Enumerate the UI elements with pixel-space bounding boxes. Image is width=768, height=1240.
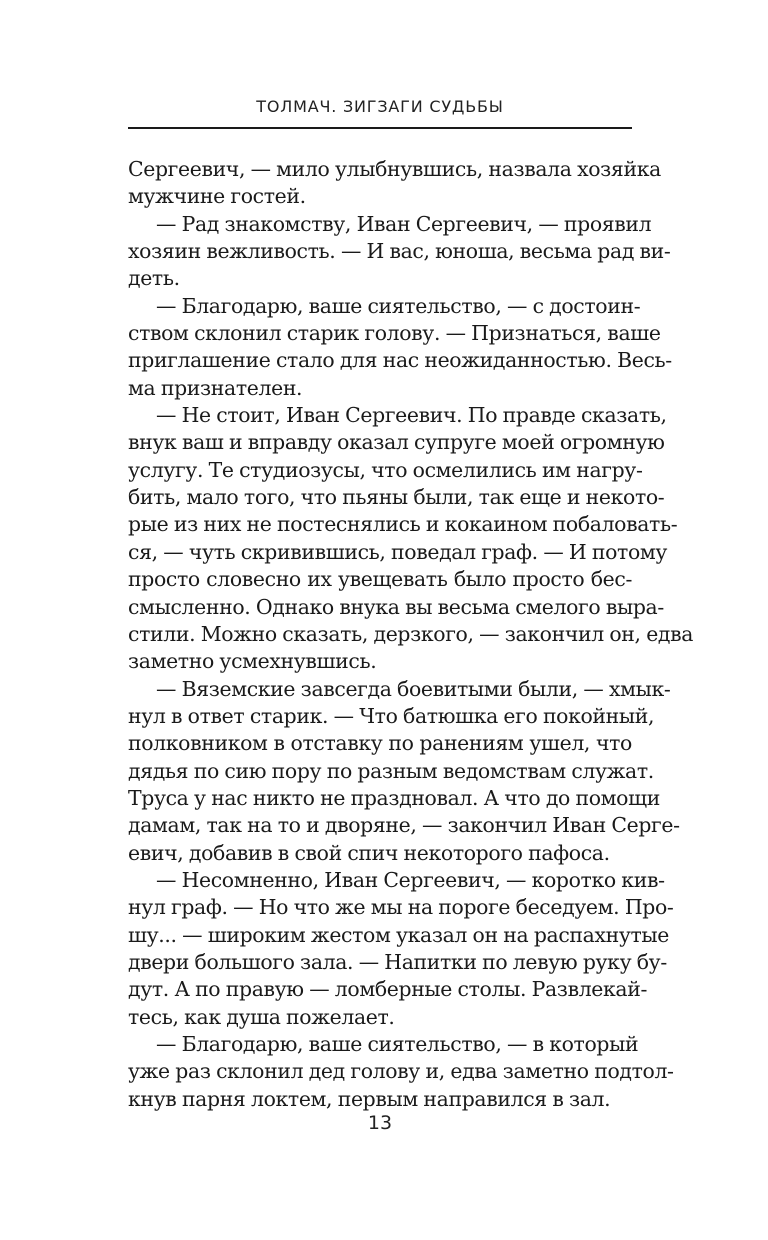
text-line: полковником в отставку по ранениям ушел, что: [128, 731, 632, 756]
text-line: ством склонил старик голову. — Признаться, ваше: [128, 321, 661, 346]
text-line: уже раз склонил дед голову и, едва заметно подтол-: [128, 1059, 674, 1084]
text-line: — Не стоит, Иван Сергеевич. По правде сказать,: [156, 403, 667, 428]
text-line: — Благодарю, ваше сиятельство, — с достоин-: [156, 293, 641, 318]
text-line: двери большого зала. — Напитки по левую руку бу-: [128, 949, 667, 974]
text-line: дамам, так на то и дворяне, — закончил Иван Серге-: [128, 813, 680, 838]
text-line: хозяин вежливость. — И вас, юноша, весьма рад ви-: [128, 239, 671, 264]
header-divider: [128, 127, 632, 129]
text-line: стили. Можно сказать, дерзкого, — закончил он, едва: [128, 621, 694, 646]
running-head-title: ТОЛМАЧ. ЗИГЗАГИ СУДЬБЫ: [256, 97, 504, 116]
text-line: нул граф. — Но что же мы на пороге беседуем. Про-: [128, 895, 674, 920]
text-line: Сергеевич, — мило улыбнувшись, назвала хозяйка: [128, 157, 661, 181]
text-line: смысленно. Однако внука вы весьма смелого выра-: [128, 594, 664, 619]
text-line: — Вяземские завсегда боевитыми были, — хмык-: [156, 676, 671, 701]
text-line: кнув парня локтем, первым направился в зал.: [128, 1086, 611, 1111]
text-line: приглашение стало для нас неожиданностью. Весь-: [128, 348, 672, 373]
text-line: внук ваш и вправду оказал супруге моей огромную: [128, 430, 665, 455]
text-line: мужчине гостей.: [128, 184, 306, 209]
text-line: заметно усмехнувшись.: [128, 649, 377, 674]
text-line: евич, добавив в свой спич некоторого пафоса.: [128, 840, 610, 865]
text-line: просто словесно их увещевать было просто бес-: [128, 567, 632, 592]
text-line: услугу. Те студиозусы, что осмелились им нагру-: [128, 457, 643, 482]
text-line: Труса у нас никто не праздновал. А что до помощи: [128, 785, 660, 810]
text-line: ся, — чуть скривившись, поведал граф. — И потому: [128, 539, 668, 564]
text-line: шу... — широким жестом указал он на распахнутые: [128, 922, 670, 947]
text-line: деть.: [128, 266, 180, 291]
text-line: — Рад знакомству, Иван Сергеевич, — проявил: [156, 211, 652, 236]
text-line: ма признателен.: [128, 375, 303, 400]
page-number: 13: [367, 1112, 393, 1134]
text-line: рые из них не постеснялись и кокаином побаловать-: [128, 512, 678, 537]
text-line: тесь, как душа пожелает.: [128, 1004, 395, 1029]
text-line: — Несомненно, Иван Сергеевич, — коротко кив-: [156, 867, 665, 892]
text-line: дядья по сию пору по разным ведомствам служат.: [128, 758, 654, 783]
text-line: дут. А по правую — ломберные столы. Развлекай-: [128, 977, 648, 1002]
text-line: нул в ответ старик. — Что батюшка его покойный,: [128, 703, 655, 728]
text-line: — Благодарю, ваше сиятельство, — в который: [156, 1032, 639, 1056]
text-line: бить, мало того, что пьяны были, так еще и некото-: [128, 485, 665, 510]
body-text: [128, 156, 694, 1113]
